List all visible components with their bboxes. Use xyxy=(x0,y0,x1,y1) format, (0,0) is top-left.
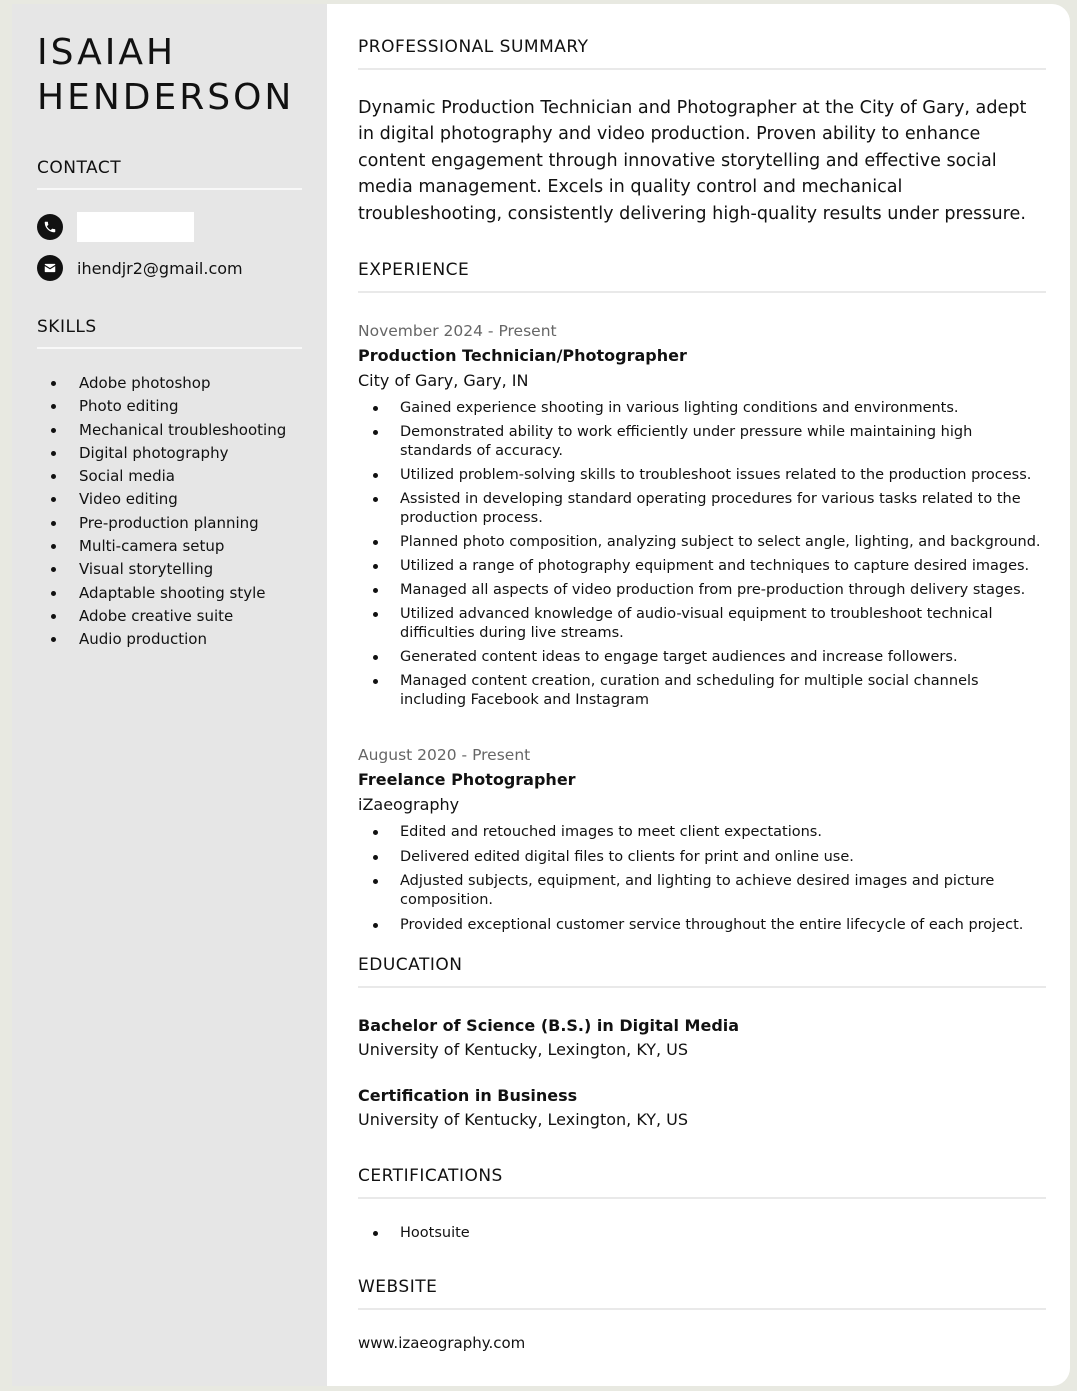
bullet-item: Managed content creation, curation and scheduling for multiple social channels including Facebook and Instagram xyxy=(358,672,1046,710)
phone-row xyxy=(37,212,194,242)
bullet-item: Gained experience shooting in various lighting conditions and environments. xyxy=(358,399,1046,418)
degree-title: Certification in Business xyxy=(358,1086,578,1105)
job-dates: August 2020 - Present xyxy=(358,746,531,764)
bullet-item: Adjusted subjects, equipment, and lighting to achieve desired images and picture composition. xyxy=(358,872,1046,910)
skill-item: Digital photography xyxy=(37,442,286,465)
skill-item: Mechanical troubleshooting xyxy=(37,419,286,442)
skill-item: Multi-camera setup xyxy=(37,535,286,558)
bullet-item: Assisted in developing standard operating procedures for various tasks related to the production process. xyxy=(358,490,1046,528)
summary-text: Dynamic Production Technician and Photographer at the City of Gary, adept in digital photography and video production. Proven ability to enhance content engagement through innovative storytelling and effective social media management. Excels in quality control and mechanical troubleshooting, consistently delivering high-quality results under pressure. xyxy=(358,98,1027,224)
sidebar xyxy=(12,4,327,1386)
skill-item: Social media xyxy=(37,465,286,488)
email-link[interactable]: ihendjr2@gmail.com xyxy=(77,258,243,278)
bullet-item: Utilized advanced knowledge of audio-visual equipment to troubleshoot technical difficulties during live streams. xyxy=(358,605,1046,643)
contact-heading: CONTACT xyxy=(37,158,302,190)
first-name: ISAIAH xyxy=(37,32,177,73)
phone-number-redacted xyxy=(77,212,194,242)
school-name: University of Kentucky, Lexington, KY, US xyxy=(358,1110,689,1129)
phone-icon xyxy=(37,214,63,240)
email-row xyxy=(37,255,243,281)
education-entry xyxy=(358,1084,1046,1132)
bullet-item: Delivered edited digital files to clients for print and online use. xyxy=(358,848,1046,867)
skill-item: Photo editing xyxy=(37,395,286,418)
bullet-item: Provided exceptional customer service throughout the entire lifecycle of each project. xyxy=(358,916,1046,935)
mail-icon xyxy=(37,255,63,281)
website-link[interactable]: www.izaeography.com xyxy=(358,1334,526,1352)
resume-page xyxy=(12,4,1070,1386)
job-company: iZaeography xyxy=(358,795,460,814)
job-title: Production Technician/Photographer xyxy=(358,346,687,365)
job-bullets xyxy=(358,399,1046,710)
certification-item: Hootsuite xyxy=(358,1224,1046,1243)
skill-item: Pre-production planning xyxy=(37,512,286,535)
candidate-name xyxy=(37,30,294,120)
skill-item: Video editing xyxy=(37,488,286,511)
bullet-item: Managed all aspects of video production from pre-production through delivery stages. xyxy=(358,581,1046,600)
job-bullets xyxy=(358,823,1046,935)
skill-item: Adobe creative suite xyxy=(37,605,286,628)
skill-item: Audio production xyxy=(37,628,286,651)
bullet-item: Edited and retouched images to meet client expectations. xyxy=(358,823,1046,842)
certifications-list xyxy=(358,1224,1046,1243)
school-name: University of Kentucky, Lexington, KY, US xyxy=(358,1040,689,1059)
bullet-item: Demonstrated ability to work efficiently under pressure while maintaining high standards of accuracy. xyxy=(358,423,1046,461)
website-heading: WEBSITE xyxy=(358,1277,1046,1310)
skills-heading: SKILLS xyxy=(37,317,302,349)
degree-title: Bachelor of Science (B.S.) in Digital Media xyxy=(358,1016,740,1035)
skills-list xyxy=(37,372,286,652)
bullet-item: Generated content ideas to engage target audiences and increase followers. xyxy=(358,648,1046,667)
education-entry xyxy=(358,1014,1046,1062)
job-title: Freelance Photographer xyxy=(358,770,576,789)
skill-item: Adaptable shooting style xyxy=(37,582,286,605)
skill-item: Adobe photoshop xyxy=(37,372,286,395)
skill-item: Visual storytelling xyxy=(37,558,286,581)
bullet-item: Planned photo composition, analyzing subject to select angle, lighting, and background. xyxy=(358,533,1046,552)
summary-heading: PROFESSIONAL SUMMARY xyxy=(358,37,1046,70)
bullet-item: Utilized problem-solving skills to troubleshoot issues related to the production process. xyxy=(358,466,1046,485)
job-entry xyxy=(358,319,1046,710)
job-entry xyxy=(358,743,1046,935)
last-name: HENDERSON xyxy=(37,77,295,118)
certifications-heading: CERTIFICATIONS xyxy=(358,1166,1046,1199)
experience-heading: EXPERIENCE xyxy=(358,260,1046,293)
job-dates: November 2024 - Present xyxy=(358,322,557,340)
education-heading: EDUCATION xyxy=(358,955,1046,988)
job-company: City of Gary, Gary, IN xyxy=(358,371,529,390)
bullet-item: Utilized a range of photography equipment and techniques to capture desired images. xyxy=(358,557,1046,576)
